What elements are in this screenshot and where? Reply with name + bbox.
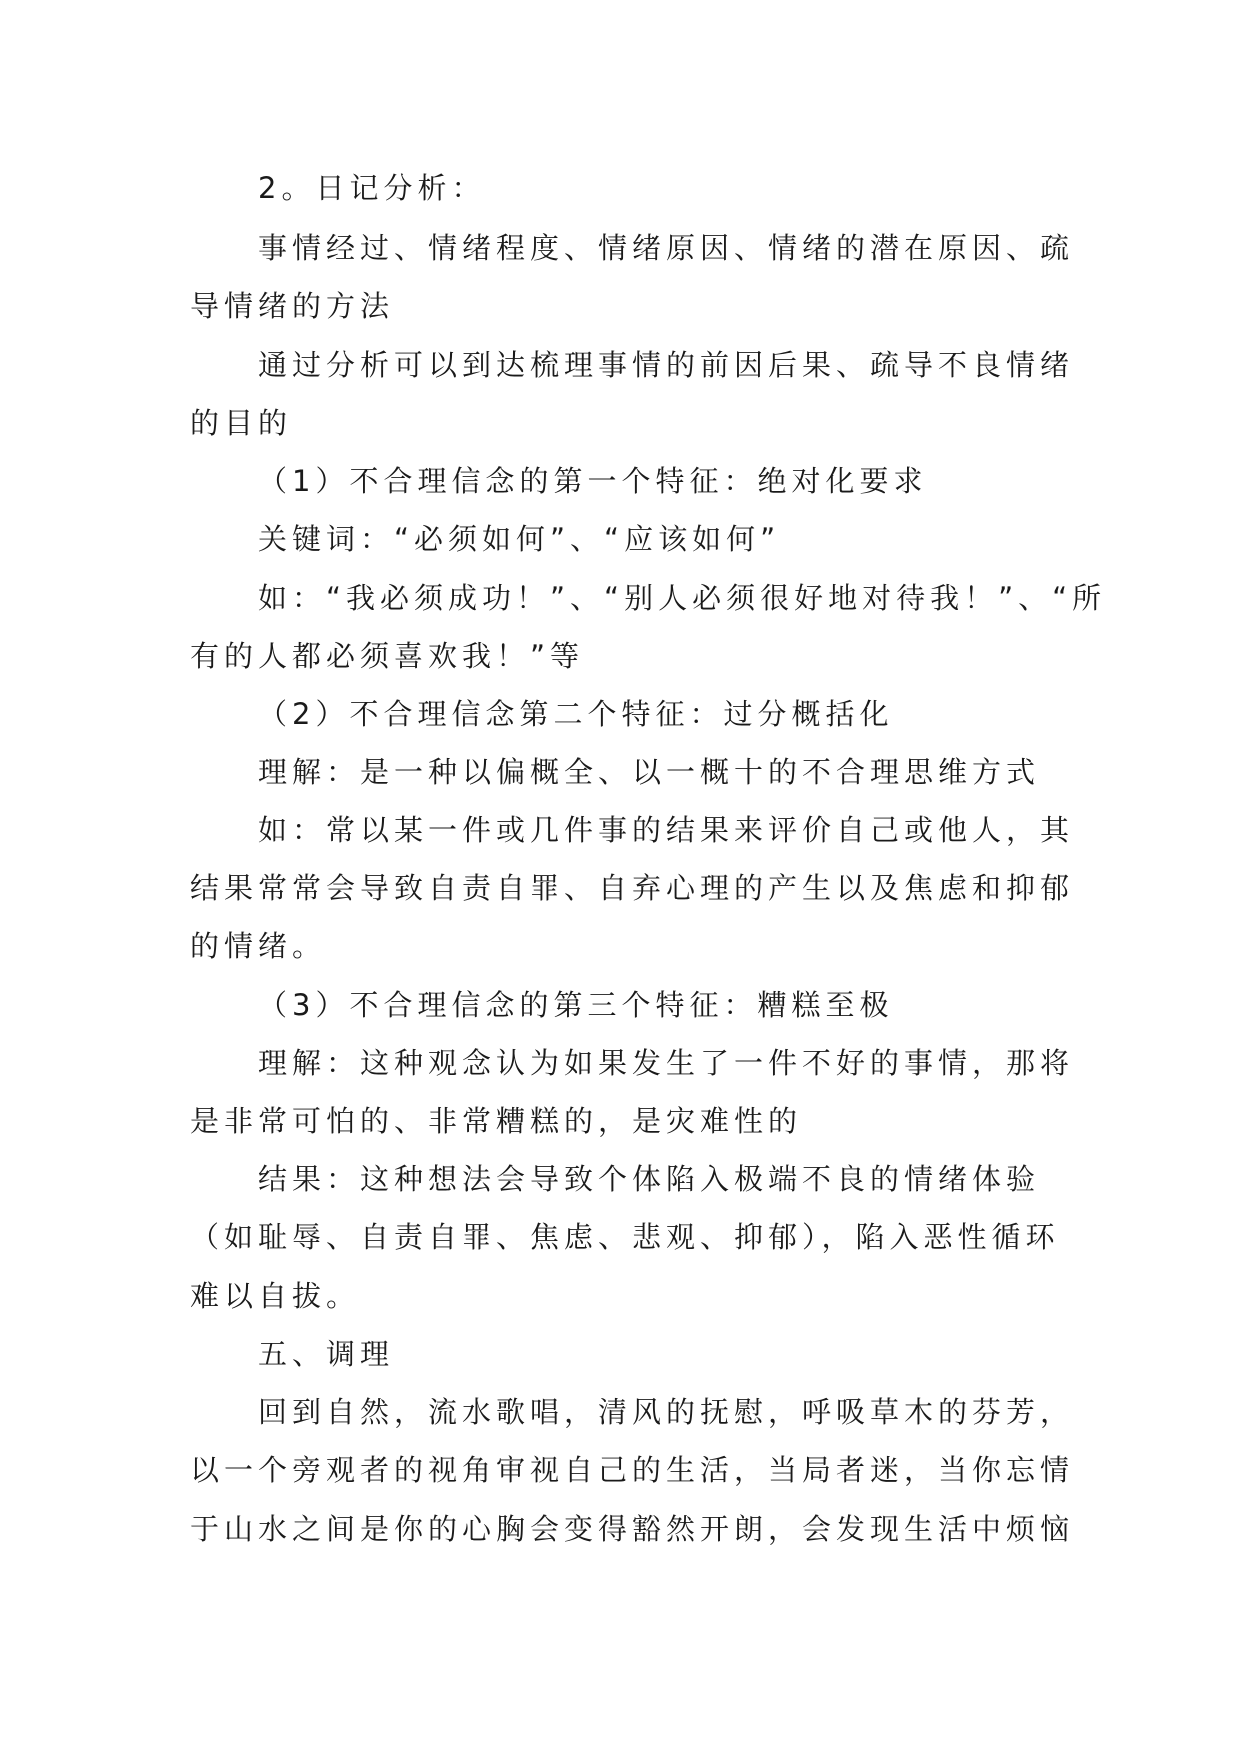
section-heading-diary-analysis: 2。日记分析：: [258, 171, 486, 205]
paragraph-line: 于山水之间是你的心胸会变得豁然开朗，会发现生活中烦恼: [190, 1512, 1075, 1546]
section-heading-adjustment: 五、调理: [258, 1337, 395, 1371]
subheading-feature-1: （1）不合理信念的第一个特征：绝对化要求: [258, 464, 928, 498]
paragraph-line: 的情绪。: [190, 929, 327, 963]
paragraph-line: 难以自拔。: [190, 1279, 361, 1313]
paragraph-line: 如：“我必须成功！”、“别人必须很好地对待我！”、“所: [258, 581, 1107, 615]
subheading-feature-2: （2）不合理信念第二个特征：过分概括化: [258, 697, 894, 731]
paragraph-line: 的目的: [190, 406, 293, 440]
paragraph-line: 以一个旁观者的视角审视自己的生活，当局者迷，当你忘情: [190, 1453, 1075, 1487]
paragraph-line: 结果：这种想法会导致个体陷入极端不良的情绪体验: [258, 1162, 1041, 1196]
paragraph-line: 关键词：“必须如何”、“应该如何”: [258, 522, 781, 556]
paragraph-line: 结果常常会导致自责自罪、自弃心理的产生以及焦虑和抑郁: [190, 871, 1075, 905]
paragraph-line: 理解：这种观念认为如果发生了一件不好的事情，那将: [258, 1046, 1075, 1080]
paragraph-line: 回到自然，流水歌唱，清风的抚慰，呼吸草木的芬芳，: [258, 1395, 1075, 1429]
subheading-feature-3: （3）不合理信念的第三个特征：糟糕至极: [258, 988, 894, 1022]
paragraph-line: 有的人都必须喜欢我！”等: [190, 639, 585, 673]
paragraph-line: 是非常可怕的、非常糟糕的，是灾难性的: [190, 1104, 803, 1138]
paragraph-line: （如耻辱、自责自罪、焦虑、悲观、抑郁），陷入恶性循环: [190, 1220, 1060, 1254]
paragraph-line: 理解：是一种以偏概全、以一概十的不合理思维方式: [258, 755, 1041, 789]
paragraph-line: 事情经过、情绪程度、情绪原因、情绪的潜在原因、疏: [258, 231, 1075, 265]
paragraph-line: 导情绪的方法: [190, 289, 395, 323]
paragraph-line: 如：常以某一件或几件事的结果来评价自己或他人，其: [258, 813, 1075, 847]
paragraph-line: 通过分析可以到达梳理事情的前因后果、疏导不良情绪: [258, 348, 1075, 382]
